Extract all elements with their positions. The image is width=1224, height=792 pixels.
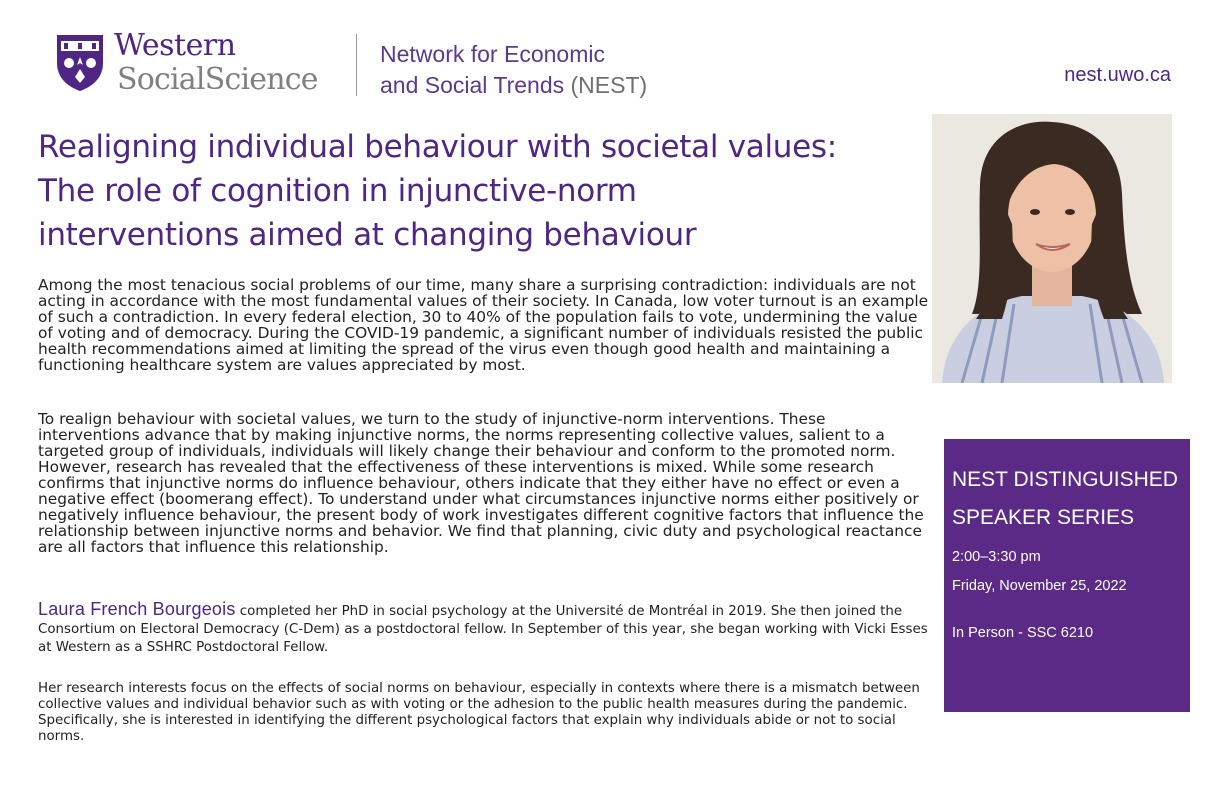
- talk-title-line2: The role of cognition in injunctive-norm: [38, 173, 637, 209]
- research-interests: Her research interests focus on the effects of social norms on behaviour, especially in contexts where there is a mismatch between collective values and individual behavior such as with voting or the adhesion to the public health measures during the pandemic. Specifically, she is interested in identifying the different psychological factors that explain why individuals abide or not to social norms.: [38, 681, 920, 744]
- logo-socialscience-text: SocialScience: [117, 62, 318, 97]
- talk-title: [38, 125, 928, 257]
- nest-name-line1: Network for Economic: [380, 41, 605, 67]
- abstract-paragraph-1: Among the most tenacious social problems of our time, many share a surprising contradiction: individuals are not acting in accordance with the most fundamental values of their society. In Canada, low voter turnout is an example of such a contradiction. In every federal election, 30 to 40% of the population fails to vote, undermining the value of voting and of democracy. During the COVID-19 pandemic, a significant number of individuals resisted the public health recommendations aimed at limiting the spread of the virus even though good health and maintaining a functioning healthcare system are values appreciated by most.: [38, 276, 929, 374]
- website-link[interactable]: nest.uwo.ca: [1064, 64, 1171, 86]
- series-title-line1: NEST DISTINGUISHED: [952, 468, 1178, 491]
- university-crest-icon: [55, 33, 105, 93]
- series-title-line2: SPEAKER SERIES: [952, 506, 1135, 529]
- event-date: Friday, November 25, 2022: [952, 578, 1127, 594]
- speaker-bio: [38, 600, 928, 657]
- abstract-paragraph-2: To realign behaviour with societal values, we turn to the study of injunctive-norm interventions. These interventions advance that by making injunctive norms, the norms representing collective values, salient to a targeted group of individuals, individuals will likely change their behaviour and conform to the promoted norm. However, research has revealed that the effectiveness of these interventions is mixed. While some research confirms that injunctive norms do influence behaviour, others indicate that they either have no effect or even a negative effect (boomerang effect). To understand under what circumstances injunctive norms either positively or negatively influence behaviour, the present body of work investigates different cognitive factors that influence the relationship between injunctive norms and behavior. We find that planning, civic duty and psychological reactance are all factors that influence this relationship.: [38, 410, 924, 556]
- logo-western-text: Western: [114, 28, 236, 63]
- logo-divider: [356, 34, 357, 96]
- nest-name-line2: [380, 71, 647, 99]
- speaker-photo: [932, 114, 1172, 383]
- event-location: In Person - SSC 6210: [952, 625, 1094, 641]
- speaker-name: Laura French Bourgeois: [38, 599, 236, 619]
- speaker-bio-text: completed her PhD in social psychology at the Université de Montréal in 2019. She then joined the Consortium on Electoral Democracy (C-Dem) as a postdoctoral fellow. In September of this year, she began working with Vicki Esses at Western as a SSHRC Postdoctoral Fellow.: [38, 604, 928, 655]
- series-title: [952, 461, 1178, 537]
- speaker-series-panel: [944, 439, 1190, 712]
- nest-name-line2-main: and Social Trends: [380, 72, 565, 98]
- nest-acronym: (NEST): [570, 72, 648, 98]
- talk-title-line1: Realigning individual behaviour with societal values:: [38, 129, 837, 165]
- talk-title-line3: interventions aimed at changing behaviour: [38, 217, 697, 253]
- event-time: 2:00–3:30 pm: [952, 549, 1041, 565]
